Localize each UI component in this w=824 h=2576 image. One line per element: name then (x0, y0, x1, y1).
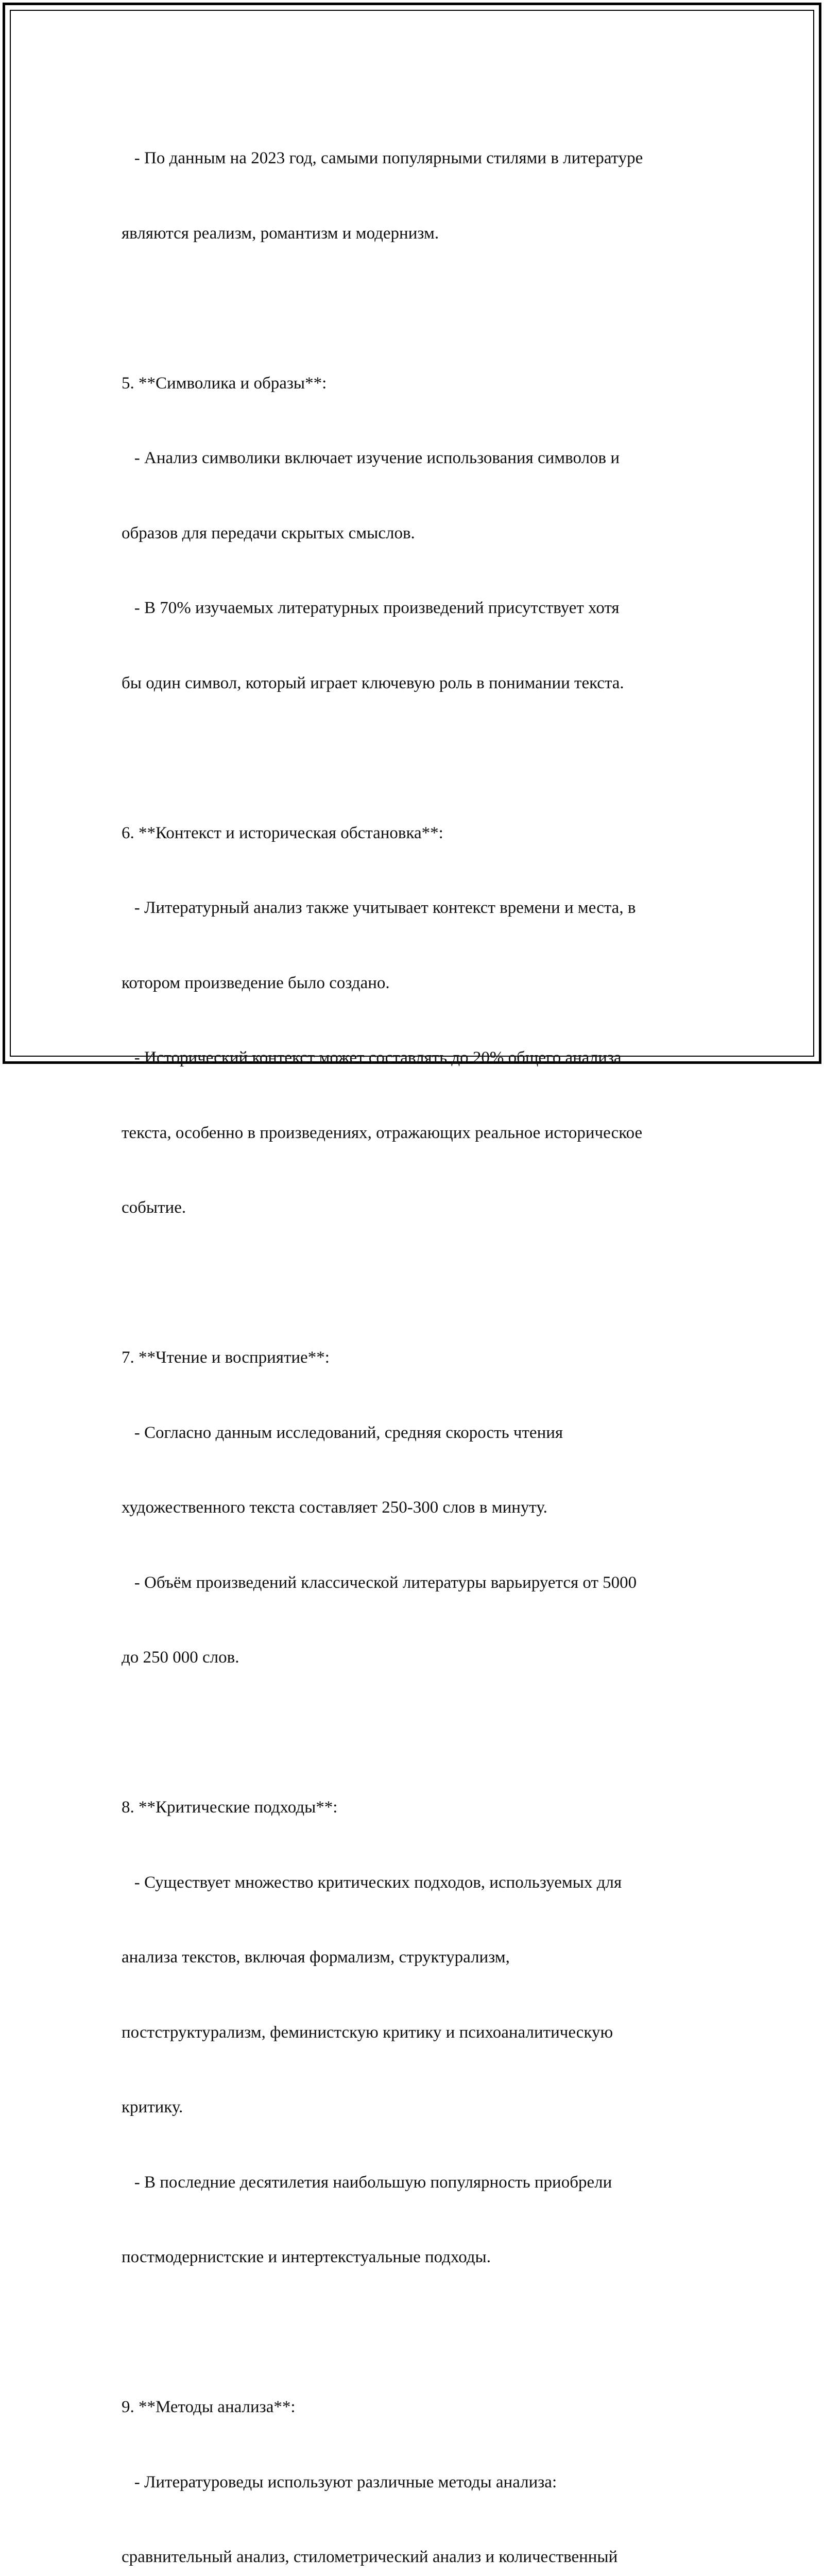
document-body (122, 96, 719, 2576)
text-line: текста, особенно в произведениях, отражающих реальное историческое (122, 1123, 643, 1142)
text-line: образов для передачи скрытых смыслов. (122, 523, 415, 543)
text-line: - Литературоведы используют различные методы анализа: (122, 2472, 557, 2492)
text-line: - Литературный анализ также учитывает контекст времени и места, в (122, 899, 636, 917)
blank-line (122, 745, 719, 771)
text-line: постмодернистские и интертекстуальные подходы. (122, 2248, 491, 2266)
text-line: - Анализ символики включает изучение использования символов и (122, 449, 620, 467)
text-line: сравнительный анализ, стилометрический анализ и количественный (122, 2548, 618, 2566)
text-line: событие. (122, 1198, 186, 1217)
blank-line (122, 1270, 719, 1296)
text-line: художественного текста составляет 250-300 слов в минуту. (122, 1498, 547, 1517)
text-line: являются реализм, романтизм и модернизм. (122, 224, 439, 243)
text-line: - Существует множество критических подходов, используемых для (122, 1873, 622, 1892)
text-line: критику. (122, 2098, 183, 2116)
text-line: до 250 000 слов. (122, 1648, 239, 1667)
text-line: - В последние десятилетия наибольшую популярность приобрели (122, 2173, 612, 2192)
blank-line (122, 1720, 719, 1745)
text-line: - В 70% изучаемых литературных произведений присутствует хотя (122, 599, 620, 617)
text-line: котором произведение было создано. (122, 973, 390, 992)
section-heading: 7. **Чтение и восприятие**: (122, 1348, 330, 1367)
section-heading: 6. **Контекст и историческая обстановка**: (122, 823, 443, 842)
blank-line (122, 2320, 719, 2345)
text-line: - Исторический контекст может составлять до 20% общего анализа (122, 1048, 622, 1067)
blank-line (122, 296, 719, 321)
text-line: - По данным на 2023 год, самыми популярными стилями в литературе (122, 149, 643, 167)
text-line: бы один символ, который играет ключевую роль в понимании текста. (122, 673, 624, 692)
text-line: - Объём произведений классической литературы варьируется от 5000 (122, 1573, 637, 1592)
section-heading: 9. **Методы анализа**: (122, 2398, 296, 2416)
section-heading: 8. **Критические подходы**: (122, 1798, 338, 1817)
section-heading: 5. **Символика и образы**: (122, 374, 327, 393)
text-line: - Согласно данным исследований, средняя скорость чтения (122, 1423, 563, 1442)
text-line: анализа текстов, включая формализм, структурализм, (122, 1948, 510, 1967)
text-line: постструктурализм, феминистскую критику и психоаналитическую (122, 2023, 613, 2042)
